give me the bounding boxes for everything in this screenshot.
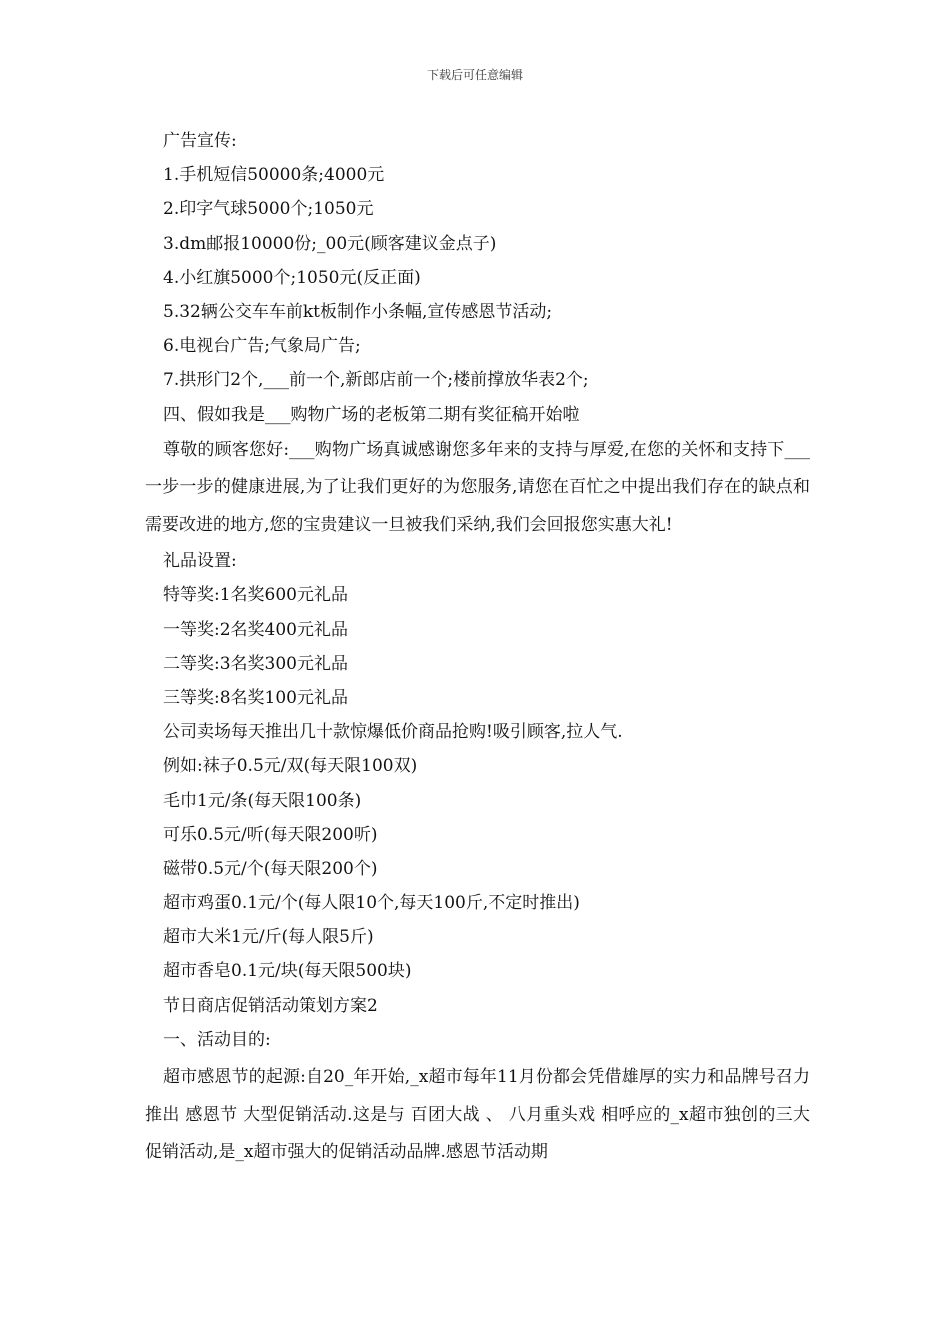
page-header: 下载后可任意编辑	[426, 68, 523, 82]
plan-title: 节日商店促销活动策划方案2	[163, 995, 378, 1016]
list-item: 6.电视台广告;气象局广告;	[163, 336, 361, 357]
prize-item: 三等奖:8名奖100元礼品	[163, 687, 348, 708]
list-item: 4.小红旗5000个;1050元(反正面)	[163, 267, 421, 288]
promo-item: 例如:袜子0.5元/双(每天限100双)	[163, 756, 418, 777]
prize-item: 二等奖:3名奖300元礼品	[163, 653, 348, 674]
prize-item: 一等奖:2名奖400元礼品	[163, 619, 348, 640]
promo-item: 超市香皂0.1元/块(每天限500块)	[163, 961, 412, 982]
promo-item: 超市大米1元/斤(每人限5斤)	[163, 927, 374, 948]
promo-item: 磁带0.5元/个(每天限200个)	[163, 858, 378, 879]
promo-item: 超市鸡蛋0.1元/个(每人限10个,每天100斤,不定时推出)	[163, 893, 580, 914]
list-item: 1.手机短信50000条;4000元	[163, 165, 385, 186]
section-heading: 四、假如我是___购物广场的老板第二期有奖征稿开始啦	[163, 404, 580, 425]
prize-item: 特等奖:1名奖600元礼品	[163, 585, 348, 606]
heading-gift-settings: 礼品设置:	[163, 551, 237, 572]
section-heading: 一、活动目的:	[163, 1029, 271, 1050]
promo-item: 毛巾1元/条(每天限100条)	[163, 790, 362, 811]
list-item: 5.32辆公交车车前kt板制作小条幅,宣传感恩节活动;	[163, 301, 553, 322]
promo-item: 可乐0.5元/听(每天限200听)	[163, 824, 378, 845]
thanksgiving-origin-paragraph: 超市感恩节的起源:自20_年开始,_x超市每年11月份都会凭借雄厚的实力和品牌号召力推出 感恩节 大型促销活动.这是与 百团大战 、 八月重头戏 相呼应的_x超市独创的三大促销活动,是_x超市强大的促销活动品牌.感恩节活动期	[145, 1067, 810, 1162]
document-body	[145, 124, 810, 1172]
list-item: 3.dm邮报10000份;_00元(顾客建议金点子)	[163, 233, 497, 254]
list-item: 2.印字气球5000个;1050元	[163, 199, 374, 220]
customer-letter-paragraph: 尊敬的顾客您好:___购物广场真诚感谢您多年来的支持与厚爱,在您的关怀和支持下___一步一步的健康进展,为了让我们更好的为您服务,请您在百忙之中提出我们存在的缺点和需要改进的地方,您的宝贵建议一旦被我们采纳,我们会回报您实惠大礼!	[145, 439, 810, 535]
promo-text: 公司卖场每天推出几十款惊爆低价商品抢购!吸引顾客,拉人气.	[163, 722, 623, 743]
list-item: 7.拱形门2个,___前一个,新郎店前一个;楼前撑放华表2个;	[163, 370, 589, 391]
heading-advertising: 广告宣传:	[163, 131, 237, 151]
